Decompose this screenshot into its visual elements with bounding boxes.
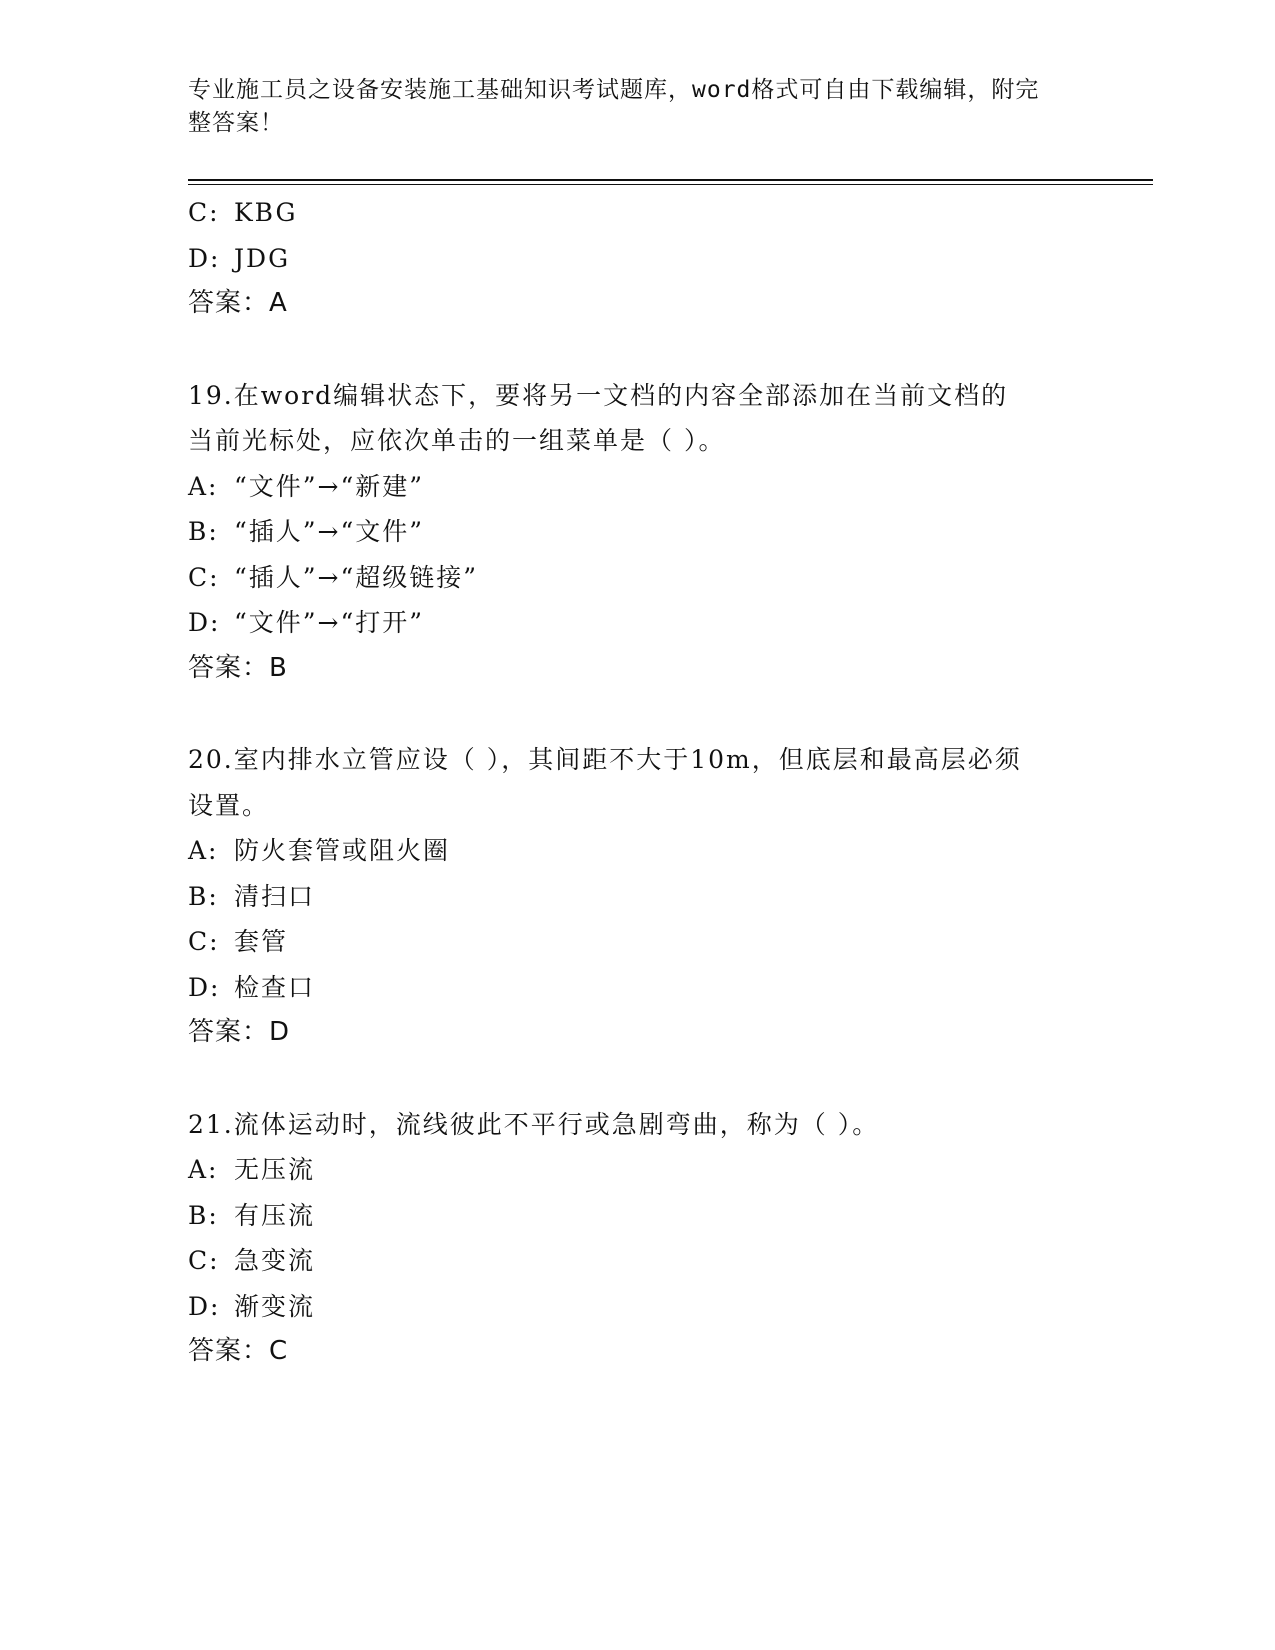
option-a — [188, 1147, 1088, 1193]
option-d — [188, 236, 1088, 282]
option-text: “文件”→“打开” — [234, 608, 425, 637]
answer-line: 答案：C — [188, 1336, 289, 1366]
option-a — [188, 828, 1088, 874]
option-text: “插人”→“超级链接” — [234, 562, 479, 592]
option-text: 检查口 — [234, 972, 316, 1002]
question-stem: 当前光标处，应依次单击的一组菜单是（ ）。 — [188, 426, 726, 455]
question-stem: 19.在word编辑状态下，要将另一文档的内容全部添加在当前文档的 — [188, 380, 1009, 410]
option-letter: D: — [188, 243, 221, 273]
header-double-rule — [188, 179, 1153, 185]
question-stem: 设置。 — [188, 790, 270, 820]
header-line-2: 整答案！ — [188, 110, 284, 136]
option-letter: D: — [188, 972, 221, 1002]
question-spacer — [188, 691, 1088, 737]
option-text: “文件”→“新建” — [234, 471, 425, 501]
option-a — [188, 464, 1088, 510]
option-letter: C: — [188, 562, 220, 592]
option-letter: C: — [188, 927, 220, 956]
question-block-19 — [188, 373, 1088, 692]
option-letter: B: — [188, 1200, 219, 1230]
option-d — [188, 965, 1088, 1011]
option-letter: A: — [188, 836, 219, 865]
option-letter: C: — [188, 1246, 220, 1275]
option-c — [188, 1238, 1088, 1284]
option-d — [188, 1284, 1088, 1330]
header-line-1: 专业施工员之设备安装施工基础知识考试题库，word格式可自由下载编辑，附完 — [188, 77, 1040, 103]
option-letter: A: — [188, 471, 219, 501]
option-letter: A: — [188, 1155, 219, 1184]
question-block-20 — [188, 737, 1088, 1056]
question-stem: 20.室内排水立管应设（ ），其间距不大于10m，但底层和最高层必须 — [188, 745, 1022, 774]
option-d — [188, 600, 1088, 646]
document-body — [188, 190, 1088, 1375]
option-text: JDG — [234, 243, 291, 273]
answer-line: 答案：A — [188, 288, 288, 318]
option-text: 有压流 — [234, 1200, 316, 1230]
question-spacer — [188, 327, 1088, 373]
question-block-18 — [188, 190, 1088, 327]
option-c — [188, 190, 1088, 236]
question-block-21 — [188, 1102, 1088, 1375]
option-text: 清扫口 — [234, 881, 316, 911]
option-text: 无压流 — [234, 1155, 316, 1184]
option-letter: D: — [188, 608, 221, 637]
question-spacer — [188, 1056, 1088, 1102]
option-text: 渐变流 — [234, 1291, 316, 1321]
option-c — [188, 555, 1088, 601]
option-letter: D: — [188, 1291, 221, 1321]
page-header — [188, 74, 1088, 140]
option-text: “插人”→“文件” — [234, 517, 425, 546]
option-letter: B: — [188, 517, 219, 546]
question-stem: 21.流体运动时，流线彼此不平行或急剧弯曲，称为（ ）。 — [188, 1109, 880, 1139]
option-text: KBG — [234, 198, 298, 227]
option-letter: C: — [188, 198, 220, 227]
option-b — [188, 874, 1088, 920]
option-b — [188, 509, 1088, 555]
option-text: 防火套管或阻火圈 — [234, 836, 451, 865]
answer-line: 答案：B — [188, 652, 288, 683]
option-b — [188, 1193, 1088, 1239]
option-text: 急变流 — [234, 1246, 316, 1275]
answer-line: 答案：D — [188, 1017, 291, 1047]
option-letter: B: — [188, 881, 219, 911]
option-text: 套管 — [234, 927, 289, 956]
option-c — [188, 919, 1088, 965]
